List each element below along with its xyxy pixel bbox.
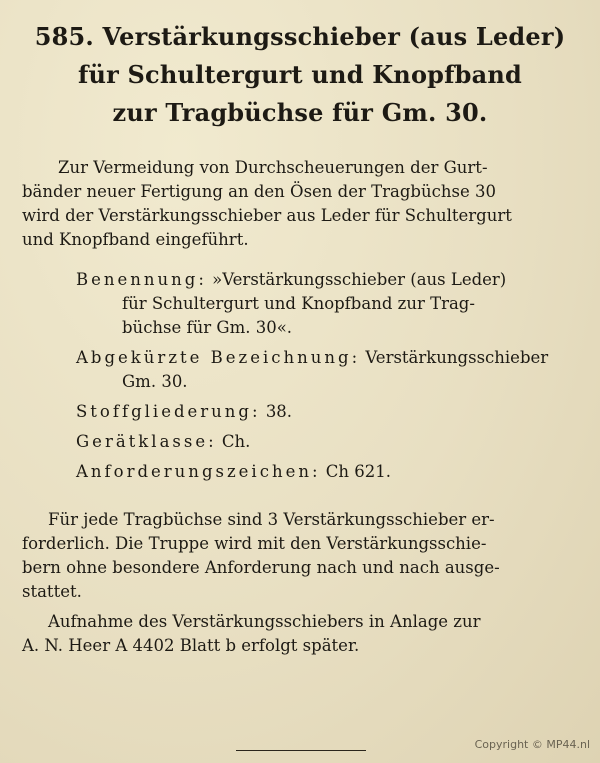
benennung-value: »Verstärkungsschieber (aus Leder) [212, 270, 507, 289]
abgekuerzt-label: Abgekürzte Bezeichnung: [76, 348, 361, 367]
copyright-notice: Copyright © MP44.nl [474, 738, 590, 751]
benennung-cont-2: büchse für Gm. 30«. [122, 318, 293, 337]
field-abgekuerzt [76, 348, 548, 367]
intro-line-1: Zur Vermeidung von Durchscheuerungen der Gurt- [58, 158, 488, 177]
anford-label: Anforderungszeichen: [76, 462, 321, 481]
para2-line-4: stattet. [22, 582, 82, 601]
geraet-label: Gerätklasse: [76, 432, 217, 451]
abgekuerzt-value: Verstärkungsschieber [365, 348, 549, 367]
field-benennung [76, 270, 506, 289]
para3-line-1: Aufnahme des Verstärkungsschiebers in Anlage zur [48, 612, 481, 631]
intro-line-3: wird der Verstärkungsschieber aus Leder für Schultergurt [22, 206, 512, 225]
anford-value: Ch 621. [325, 462, 392, 481]
stoff-label: Stoffgliederung: [76, 402, 261, 421]
heading-line-1: 585. Verstärkungsschieber (aus Leder) [34, 22, 566, 51]
field-anforderungszeichen [76, 462, 391, 481]
para2-line-2: forderlich. Die Truppe wird mit den Verstärkungsschie- [22, 534, 487, 553]
intro-line-4: und Knopfband eingeführt. [22, 230, 249, 249]
field-geraetklasse [76, 432, 250, 451]
para2-line-1: Für jede Tragbüchse sind 3 Verstärkungsschieber er- [48, 510, 495, 529]
para3-line-2: A. N. Heer A 4402 Blatt b erfolgt später. [22, 636, 360, 655]
geraet-value: Ch. [221, 432, 251, 451]
benennung-label: Benennung: [76, 270, 207, 289]
para2-line-3: bern ohne besondere Anforderung nach und nach ausge- [22, 558, 500, 577]
field-stoffgliederung [76, 402, 292, 421]
closing-rule [236, 750, 366, 751]
benennung-cont-1: für Schultergurt und Knopfband zur Trag- [122, 294, 475, 313]
intro-line-2: bänder neuer Fertigung an den Ösen der Tragbüchse 30 [22, 182, 496, 201]
heading-line-3: zur Tragbüchse für Gm. 30. [112, 98, 488, 127]
stoff-value: 38. [265, 402, 293, 421]
abgekuerzt-cont: Gm. 30. [122, 372, 188, 391]
heading-line-2: für Schultergurt und Knopfband [77, 60, 523, 89]
